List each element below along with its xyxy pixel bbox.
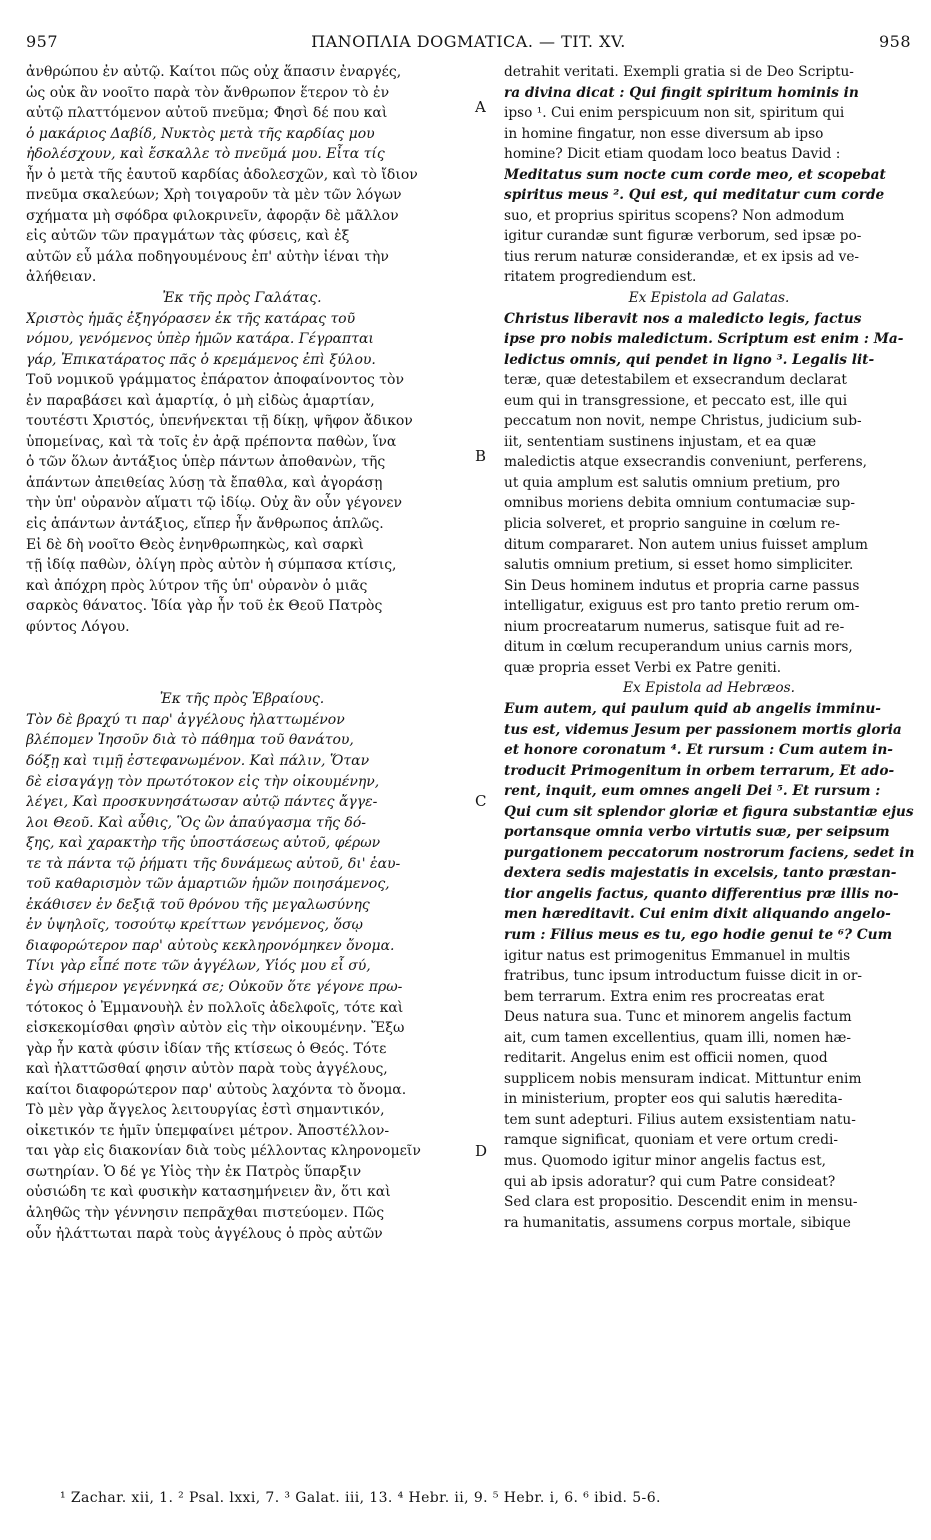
- footnotes: ¹ Zachar. xii, 1. ² Psal. lxxi, 7. ³ Galat. iii, 13. ⁴ Hebr. ii, 9. ⁵ Hebr. i, 6. ⁶ ibid. 5-6.: [60, 1490, 661, 1506]
- text-line: in ministerium, propter eos qui salutis hæredita-: [504, 1091, 843, 1108]
- text-line: in homine fingatur, non esse diversum ab ipso: [504, 125, 824, 142]
- text-line: plicia solveret, et proprio sanguine in cœlum re-: [504, 516, 840, 533]
- text-line: τουτέστι Χριστός, ὑπενήνεκται τῇ δίκῃ, ψῆφον ἄδικον: [26, 413, 413, 430]
- text-line: ait, cum tamen excellentius, quam illi, nomen hæ-: [504, 1029, 852, 1046]
- text-line: qui ab ipsis adoratur? qui cum Patre consideat?: [504, 1173, 836, 1190]
- text-line: rent, inquit, eum omnes angeli Dei ⁵. Et rursum :: [504, 783, 881, 800]
- text-line: τότοκος ὁ Ἐμμανουὴλ ἐν πολλοῖς ἀδελφοῖς, τότε καὶ: [26, 999, 404, 1016]
- text-line: εἰς αὐτῶν τῶν πραγμάτων τὰς φύσεις, καὶ ἐξ: [26, 228, 350, 245]
- text-line: οἰκετικόν τε ἡμῖν ὑπεμφαίνει μέτρον. Ἀποστέλλον-: [26, 1122, 390, 1139]
- text-line: πνεῦμα σκαλεύων; Χρὴ τοιγαροῦν τὰ μὲν τῶν λόγων: [26, 187, 402, 204]
- latin-paragraph-1: [504, 62, 914, 288]
- text-line: nium procreatarum numerus, satisque fuit ad re-: [504, 618, 845, 635]
- margin-letter-c: C: [475, 792, 487, 810]
- text-line: νόμου, γενόμενος ὑπὲρ ἡμῶν κατάρα. Γέγραπται: [26, 331, 374, 348]
- latin-paragraph-3: [504, 699, 914, 1233]
- text-line: fratribus, tunc ipsum introductum fuisse dicit in or-: [504, 968, 863, 985]
- latin-heading-galatians: Ex Epistola ad Galatas.: [628, 290, 790, 307]
- greek-paragraph-3: [26, 710, 458, 1244]
- text-line: σαρκὸς θάνατος. Ἰδία γὰρ ἦν τοῦ ἐκ Θεοῦ Πατρὸς: [26, 598, 383, 615]
- margin-letter-b: B: [475, 447, 487, 465]
- text-line: spiritus meus ². Qui est, qui meditatur cum corde: [504, 187, 885, 204]
- text-line: ὁ μακάριος Δαβίδ, Νυκτὸς μετὰ τῆς καρδίας μου: [26, 125, 375, 142]
- text-line: ritatem progrediendum est.: [504, 269, 697, 286]
- latin-column: [504, 62, 914, 1233]
- text-line: εἰσκεκομίσθαι φησὶν αὐτὸν εἰς τὴν οἰκουμένην. Ἔξω: [26, 1020, 405, 1037]
- text-line: σχήματα μὴ σφόδρα φιλοκρινεῖν, ἀφορᾷν δὲ μᾶλλον: [26, 207, 399, 224]
- text-line: supplicem nobis mensuram indicat. Mittuntur enim: [504, 1070, 862, 1087]
- text-line: Meditatus sum nocte cum corde meo, et scopebat: [504, 166, 886, 183]
- text-line: igitur natus est primogenitus Emmanuel in multis: [504, 947, 851, 964]
- text-line: Deus natura sua. Tunc et minorem angelis factum: [504, 1009, 852, 1026]
- text-line: τὴν ὑπ' οὐρανὸν αἵματι τῷ ἰδίῳ. Οὐχ ἂν οὖν γέγονεν: [26, 495, 403, 512]
- text-line: ἠδολέσχουν, καὶ ἔσκαλλε τὸ πνεῦμά μου. Εἶτα τίς: [26, 146, 385, 163]
- text-line: iit, sententiam sustinens injustam, et ea quæ: [504, 433, 817, 450]
- text-line: Τὸν δὲ βραχύ τι παρ' ἀγγέλους ἠλαττωμένον: [26, 711, 345, 728]
- text-line: ditum in cœlum recuperandum unius carnis mors,: [504, 639, 853, 656]
- text-line: ἐν ὑψηλοῖς, τοσούτῳ κρείττων γενόμενος, ὅσῳ: [26, 917, 363, 934]
- text-line: eum qui in transgressione, et peccato est, ille qui: [504, 392, 848, 409]
- text-line: igitur curandæ sunt figuræ verborum, sed ipsæ po-: [504, 228, 862, 245]
- text-line: καὶ ἀπόχρη πρὸς λύτρον τῆς ὑπ' οὐρανὸν ὁ μιᾶς: [26, 577, 368, 594]
- greek-heading-galatians: Ἐκ τῆς πρὸς Γαλάτας.: [162, 290, 322, 307]
- text-line: τε τὰ πάντα τῷ ῥήματι τῆς δυνάμεως αὐτοῦ, δι' ἑαυ-: [26, 855, 401, 872]
- text-line: τοῦ καθαρισμὸν τῶν ἁμαρτιῶν ἡμῶν ποιησάμενος,: [26, 876, 390, 893]
- text-line: quæ propria esset Verbi ex Patre geniti.: [504, 659, 782, 676]
- margin-letter-a: A: [475, 98, 486, 116]
- text-line: teræ, quæ detestabilem et exsecrandum declarat: [504, 372, 847, 389]
- text-line: ὡς οὐκ ἂν νοοῖτο παρὰ τὸν ἄνθρωπον ἕτερον τὸ ἐν: [26, 84, 390, 101]
- text-line: detrahit veritati. Exempli gratia si de Deo Scriptu-: [504, 64, 854, 80]
- margin-letter-d: D: [475, 1142, 488, 1160]
- text-line: διαφορώτερον παρ' αὐτοὺς κεκληρονόμηκεν ὄνομα.: [26, 937, 395, 954]
- text-line: Εἰ δὲ δὴ νοοῖτο Θεὸς ἐνηνθρωπηκὼς, καὶ σαρκὶ: [26, 536, 364, 553]
- text-line: ἀνθρώπου ἐν αὐτῷ. Καίτοι πῶς οὐχ ἅπασιν ἐναργές,: [26, 64, 402, 80]
- text-line: βλέπομεν Ἰησοῦν διὰ τὸ πάθημα τοῦ θανάτου,: [26, 732, 354, 749]
- text-line: Christus liberavit nos a maledicto legis, factus: [504, 310, 862, 327]
- text-line: λοι Θεοῦ. Καὶ αὖθις, Ὃς ὢν ἀπαύγασμα τῆς δό-: [26, 814, 367, 831]
- text-line: ἁπάντων ἀπειθείας λύσῃ τὰ ἔπαθλα, καὶ ἀγοράσῃ: [26, 474, 383, 491]
- text-line: suo, et proprius spiritus scopens? Non admodum: [504, 207, 845, 224]
- text-line: rum : Filius meus es tu, ego hodie genui te ⁶? Cum: [504, 926, 893, 943]
- greek-paragraph-1: [26, 62, 458, 288]
- text-line: troducit Primogenitum in orbem terrarum, Et ado-: [504, 762, 895, 779]
- latin-paragraph-2: [504, 309, 914, 679]
- text-line: ἐγὼ σήμερον γεγέννηκά σε; Οὐκοῦν ὅτε γέγονε πρω-: [26, 978, 403, 995]
- text-line: αὐτῶν εὖ μάλα ποδηγουμένους ἐπ' αὐτὴν ἰέναι τὴν: [26, 248, 389, 265]
- text-line: ipse pro nobis maledictum. Scriptum est enim : Ma-: [504, 331, 904, 348]
- text-line: ra humanitatis, assumens corpus mortale, sibique: [504, 1214, 851, 1231]
- text-line: mus. Quomodo igitur minor angelis factus est,: [504, 1152, 826, 1169]
- text-line: αὐτῷ πλαττόμενον αὐτοῦ πνεῦμα; Φησὶ δέ που καὶ: [26, 105, 388, 122]
- text-line: tus est, videmus Jesum per passionem mortis gloria: [504, 721, 902, 738]
- text-line: φύντος Λόγου.: [26, 618, 130, 635]
- text-line: ἐν παραβάσει καὶ ἁμαρτίᾳ, ὁ μὴ εἰδὼς ἁμαρτίαν,: [26, 392, 375, 409]
- text-line: ut quia amplum est salutis omnium pretium, pro: [504, 474, 841, 491]
- text-line: καίτοι διαφορώτερον παρ' αὐτοὺς λαχόντα τὸ ὄνομα.: [26, 1081, 407, 1098]
- text-line: ἐκάθισεν ἐν δεξιᾷ τοῦ θρόνου τῆς μεγαλωσύνης: [26, 896, 370, 913]
- text-line: ra divina dicat : Qui fingit spiritum hominis in: [504, 84, 859, 101]
- text-line: οὖν ἠλάττωται παρὰ τοὺς ἀγγέλους ὁ πρὸς αὐτῶν: [26, 1225, 383, 1242]
- text-line: ledictus omnis, qui pendet in ligno ³. Legalis lit-: [504, 351, 875, 368]
- text-line: ἀληθῶς τὴν γέννησιν πεπρᾶχθαι πιστεύομεν. Πῶς: [26, 1204, 385, 1221]
- text-line: homine? Dicit etiam quodam loco beatus David :: [504, 146, 841, 163]
- text-line: maledictis atque exsecrandis conveniunt, perferens,: [504, 454, 867, 471]
- text-line: καὶ ἠλαττῶσθαί φησιν αὐτὸν παρὰ τοὺς ἀγγέλους,: [26, 1061, 388, 1078]
- text-line: Τὸ μὲν γὰρ ἄγγελος λειτουργίας ἐστὶ σημαντικόν,: [26, 1102, 385, 1119]
- text-line: οὐσιώδη τε καὶ φυσικὴν κατασημήνειεν ἂν, ὅτι καὶ: [26, 1184, 391, 1201]
- text-line: ὑπομείνας, καὶ τὰ τοῖς ἐν ἀρᾷ πρέποντα παθὼν, ἵνα: [26, 433, 397, 450]
- text-line: ται γὰρ εἰς διακονίαν διὰ τοὺς μέλλοντας κληρονομεῖν: [26, 1143, 421, 1160]
- text-line: Τοῦ νομικοῦ γράμματος ἐπάρατον ἀποφαίνοντος τὸν: [26, 372, 404, 389]
- text-line: bem terrarum. Extra enim res procreatas erat: [504, 988, 825, 1005]
- text-line: purgationem peccatorum nostrorum faciens, sedet in: [504, 844, 914, 861]
- text-line: salutis omnium pretium, si esset homo simpliciter.: [504, 557, 854, 574]
- running-title: ΠΑΝΟΠΛΙΑ DOGMATICA. — TIT. XV.: [311, 32, 626, 51]
- greek-paragraph-2: [26, 309, 458, 638]
- page-number-right: 958: [878, 32, 911, 51]
- text-line: Τίνι γὰρ εἶπέ ποτε τῶν ἀγγέλων, Υἱός μου εἶ σύ,: [26, 958, 371, 975]
- text-line: tior angelis factus, quanto differentius præ illis no-: [504, 885, 899, 902]
- text-line: peccatum non novit, nempe Christus, judicium sub-: [504, 413, 862, 430]
- text-line: ἦν ὁ μετὰ τῆς ἑαυτοῦ καρδίας ἀδολεσχῶν, καὶ τὸ ἴδιον: [26, 166, 418, 183]
- text-line: intelligatur, exiguus est pro tanto pretio rerum om-: [504, 598, 860, 615]
- text-line: ὁ τῶν ὅλων ἀντάξιος ὑπὲρ πάντων ἀποθανὼν, τῆς: [26, 454, 386, 471]
- text-line: Qui cum sit splendor gloriæ et figura substantiæ ejus: [504, 803, 914, 820]
- page-number-left: 957: [26, 32, 59, 51]
- text-line: σωτηρίαν. Ὁ δέ γε Υἱὸς τὴν ἐκ Πατρὸς ὕπαρξιν: [26, 1163, 362, 1180]
- text-line: Sin Deus hominem indutus et propria carne passus: [504, 577, 860, 594]
- text-line: dextera sedis majestatis in excelsis, tanto præstan-: [504, 865, 897, 882]
- text-line: ramque significat, quoniam et vere ortum credi-: [504, 1132, 839, 1149]
- column-space: [26, 637, 458, 689]
- text-line: omnibus moriens debita omnium contumaciæ sup-: [504, 495, 856, 512]
- greek-heading-hebrews: Ἐκ τῆς πρὸς Ἑβραίους.: [159, 691, 325, 708]
- text-line: γὰρ ἦν κατὰ φύσιν ἰδίαν τῆς κτίσεως ὁ Θεός. Τότε: [26, 1040, 387, 1057]
- text-line: et honore coronatum ⁴. Et rursum : Cum autem in-: [504, 742, 893, 759]
- text-line: men hæreditavit. Cui enim dixit aliquando angelo-: [504, 906, 891, 923]
- text-line: δόξῃ καὶ τιμῇ ἐστεφανωμένον. Καὶ πάλιν, Ὅταν: [26, 752, 370, 769]
- text-line: tius rerum naturæ considerandæ, et ex ipsis ad ve-: [504, 248, 860, 265]
- text-line: ξης, καὶ χαρακτὴρ τῆς ὑποστάσεως αὐτοῦ, φέρων: [26, 835, 381, 852]
- running-header: [26, 32, 911, 56]
- text-line: εἰς ἁπάντων ἀντάξιος, εἴπερ ἦν ἄνθρωπος ἁπλῶς.: [26, 516, 384, 533]
- latin-heading-hebrews: Ex Epistola ad Hebræos.: [623, 680, 795, 697]
- text-line: portansque omnia verbo virtutis suæ, per seipsum: [504, 824, 890, 841]
- text-line: γάρ, Ἐπικατάρατος πᾶς ὁ κρεμάμενος ἐπὶ ξύλου.: [26, 351, 376, 368]
- text-line: δὲ εἰσαγάγῃ τὸν πρωτότοκον εἰς τὴν οἰκουμένην,: [26, 773, 380, 790]
- text-line: λέγει, Καὶ προσκυνησάτωσαν αὐτῷ πάντες ἄγγε-: [26, 794, 378, 811]
- text-line: ἀλήθειαν.: [26, 269, 97, 286]
- greek-column: [26, 62, 458, 1244]
- text-line: τῇ ἰδίᾳ παθὼν, ὀλίγη πρὸς αὐτὸν ἡ σύμπασα κτίσις,: [26, 557, 397, 574]
- text-line: ditum compararet. Non autem unius fuisset amplum: [504, 536, 868, 553]
- text-line: reditarit. Angelus enim est officii nomen, quod: [504, 1050, 828, 1067]
- text-line: Eum autem, qui paulum quid ab angelis imminu-: [504, 700, 881, 717]
- text-line: Χριστὸς ἡμᾶς ἐξηγόρασεν ἐκ τῆς κατάρας τοῦ: [26, 310, 356, 327]
- text-line: ipso ¹. Cui enim perspicuum non sit, spiritum qui: [504, 105, 845, 122]
- text-line: Sed clara est propositio. Descendit enim in mensu-: [504, 1194, 858, 1211]
- text-line: tem sunt adepturi. Filius autem exsistentiam natu-: [504, 1111, 856, 1128]
